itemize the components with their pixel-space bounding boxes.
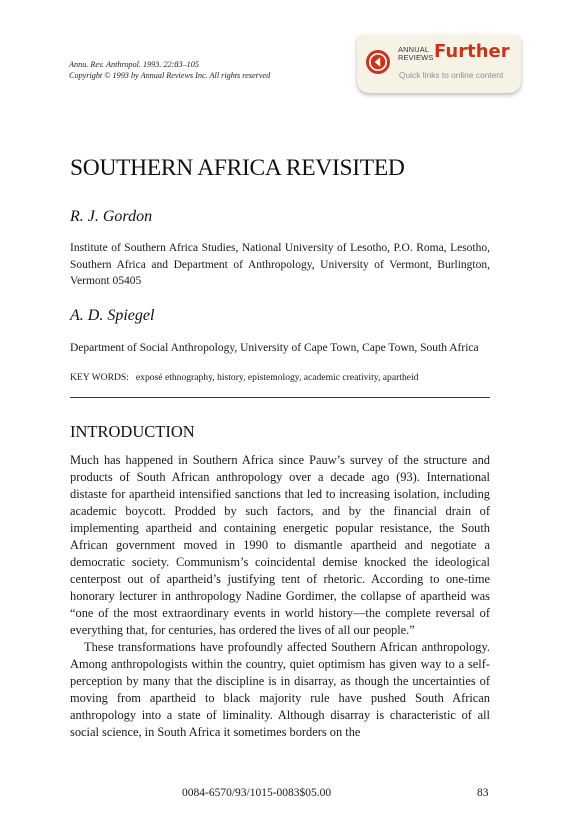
reviews-label: REVIEWS	[398, 53, 434, 62]
paragraph: These transformations have profoundly affected Southern African anthropology. Among anthropologists within the country, quiet optimism has given way to a self-perception by many that the discipline is in disarray, as though the uncertainties of moving from apartheid to black majority rule have pushed South African anthropology into a state of liminality. Although disarray is characteristic of all social science, in South Africa it sometimes borders on the	[70, 640, 490, 739]
body-text	[70, 452, 490, 741]
author-affiliation: Institute of Southern Africa Studies, National University of Lesotho, P.O. Roma, Lesotho, Southern Africa and Department of Anthropology, University of Vermont, Burlington, Vermont 05405	[70, 242, 490, 287]
article-title: SOUTHERN AFRICA REVISITED	[70, 155, 405, 181]
annual-reviews-label	[398, 46, 433, 62]
paragraph: Much has happened in Southern Africa since Pauw’s survey of the structure and products of South African anthropology over a decade ago (93). International distaste for apartheid intensified sanctions that led to increasing isolation, including academic boycott. Prodded by such factors, and by the financial drain of implementing apartheid and containing energetic popular resistance, the South African government moved in 1990 to dismantle apartheid and negotiate a democratic society. Communism’s coincidental demise knocked the ideological centerpost out of apartheid’s justifying tent of rhetoric. According to one-time honorary lecturer in anthropology Nadine Gordimer, the collapse of apartheid was “one of the most extraordinary events in world history—the complete reversal of everything that, for centuries, has ordered the lives of all our people.”	[70, 453, 490, 637]
section-heading: INTRODUCTION	[70, 422, 195, 441]
author-affiliation: Department of Social Anthropology, University of Cape Town, Cape Town, South Africa	[70, 342, 479, 354]
further-label: Further	[434, 41, 510, 62]
author-name: R. J. Gordon	[70, 208, 153, 225]
journal-line: Annu. Rev. Anthropol. 1993. 22:83–105	[69, 60, 199, 69]
keywords-label: KEY WORDS:	[70, 372, 129, 383]
page-number: 83	[477, 787, 489, 799]
further-link-badge[interactable]	[357, 35, 521, 93]
section-divider	[70, 397, 490, 398]
journal-citation	[69, 59, 270, 81]
annual-label: ANNUAL	[398, 45, 430, 54]
further-subtitle: Quick links to online content	[399, 70, 504, 80]
author-name: A. D. Spiegel	[70, 307, 155, 324]
arrow-circle-icon	[366, 50, 390, 74]
document-id: 0084-6570/93/1015-0083$05.00	[182, 787, 332, 799]
keywords-values: exposé ethnography, history, epistemology, academic creativity, apartheid	[135, 372, 419, 383]
copyright-line: Copyright © 1993 by Annual Reviews Inc. All rights reserved	[69, 71, 271, 80]
keywords	[70, 372, 418, 383]
